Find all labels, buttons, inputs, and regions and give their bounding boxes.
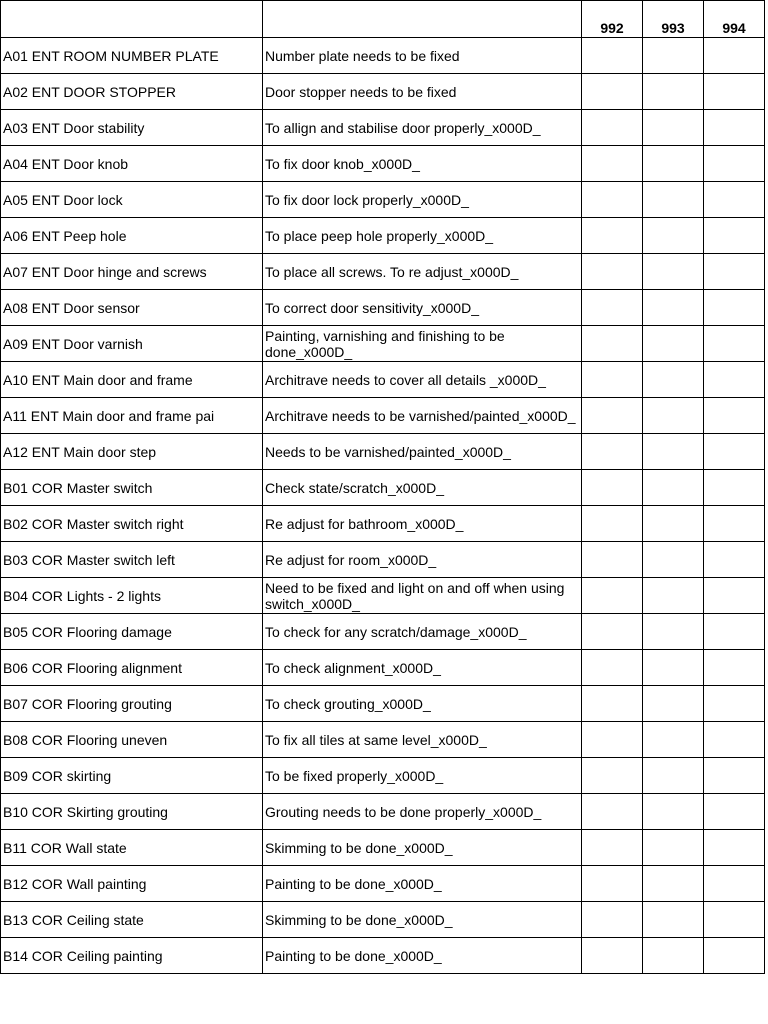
room-check-cell-992[interactable]	[582, 146, 643, 182]
description-cell: To check grouting_x000D_	[263, 686, 582, 722]
header-row	[1, 1, 765, 38]
item-cell: B14 COR Ceiling painting	[1, 938, 263, 974]
room-check-cell-994[interactable]	[704, 542, 765, 578]
room-check-cell-992[interactable]	[582, 74, 643, 110]
description-cell: Painting to be done_x000D_	[263, 938, 582, 974]
room-check-cell-994[interactable]	[704, 182, 765, 218]
table-row	[1, 326, 765, 362]
header-room-993: 993	[643, 1, 704, 38]
description-cell: Painting to be done_x000D_	[263, 866, 582, 902]
room-check-cell-992[interactable]	[582, 686, 643, 722]
table-row	[1, 686, 765, 722]
item-cell: B03 COR Master switch left	[1, 542, 263, 578]
description-cell: To allign and stabilise door properly_x000D_	[263, 110, 582, 146]
room-check-cell-992[interactable]	[582, 506, 643, 542]
table-row	[1, 866, 765, 902]
room-check-cell-993[interactable]	[643, 542, 704, 578]
table-row	[1, 650, 765, 686]
room-check-cell-994[interactable]	[704, 902, 765, 938]
table-row	[1, 398, 765, 434]
room-check-cell-992[interactable]	[582, 938, 643, 974]
room-check-cell-992[interactable]	[582, 434, 643, 470]
item-cell: B09 COR skirting	[1, 758, 263, 794]
room-check-cell-994[interactable]	[704, 74, 765, 110]
room-check-cell-993[interactable]	[643, 758, 704, 794]
room-check-cell-993[interactable]	[643, 74, 704, 110]
description-cell: Need to be fixed and light on and off when using switch_x000D_	[263, 578, 582, 614]
room-check-cell-993[interactable]	[643, 578, 704, 614]
room-check-cell-993[interactable]	[643, 326, 704, 362]
room-check-cell-993[interactable]	[643, 686, 704, 722]
description-cell: Grouting needs to be done properly_x000D_	[263, 794, 582, 830]
item-cell: A04 ENT Door knob	[1, 146, 263, 182]
item-cell: B08 COR Flooring uneven	[1, 722, 263, 758]
room-check-cell-994[interactable]	[704, 650, 765, 686]
header-room-992: 992	[582, 1, 643, 38]
room-check-cell-993[interactable]	[643, 38, 704, 74]
description-cell: Number plate needs to be fixed	[263, 38, 582, 74]
room-check-cell-994[interactable]	[704, 398, 765, 434]
item-cell: B13 COR Ceiling state	[1, 902, 263, 938]
room-check-cell-992[interactable]	[582, 830, 643, 866]
room-check-cell-994[interactable]	[704, 938, 765, 974]
room-check-cell-993[interactable]	[643, 290, 704, 326]
room-check-cell-994[interactable]	[704, 290, 765, 326]
item-cell: B12 COR Wall painting	[1, 866, 263, 902]
table-row	[1, 506, 765, 542]
room-check-cell-994[interactable]	[704, 506, 765, 542]
room-check-cell-992[interactable]	[582, 758, 643, 794]
table-row	[1, 758, 765, 794]
description-cell: Architrave needs to be varnished/painted_x000D_	[263, 398, 582, 434]
room-check-cell-992[interactable]	[582, 578, 643, 614]
table-row	[1, 578, 765, 614]
item-cell: A03 ENT Door stability	[1, 110, 263, 146]
description-cell: To place peep hole properly_x000D_	[263, 218, 582, 254]
room-check-cell-994[interactable]	[704, 722, 765, 758]
description-cell: Skimming to be done_x000D_	[263, 902, 582, 938]
room-check-cell-992[interactable]	[582, 614, 643, 650]
room-check-cell-992[interactable]	[582, 362, 643, 398]
description-cell: To place all screws. To re adjust_x000D_	[263, 254, 582, 290]
description-cell: Painting, varnishing and finishing to be done_x000D_	[263, 326, 582, 362]
item-cell: B07 COR Flooring grouting	[1, 686, 263, 722]
room-check-cell-993[interactable]	[643, 110, 704, 146]
item-cell: A09 ENT Door varnish	[1, 326, 263, 362]
header-item-cell	[1, 1, 263, 38]
room-check-cell-993[interactable]	[643, 506, 704, 542]
room-check-cell-994[interactable]	[704, 434, 765, 470]
room-check-cell-993[interactable]	[643, 830, 704, 866]
room-check-cell-994[interactable]	[704, 758, 765, 794]
item-cell: A10 ENT Main door and frame	[1, 362, 263, 398]
room-check-cell-992[interactable]	[582, 398, 643, 434]
room-check-cell-993[interactable]	[643, 362, 704, 398]
item-cell: B01 COR Master switch	[1, 470, 263, 506]
room-check-cell-994[interactable]	[704, 218, 765, 254]
description-cell: To be fixed properly_x000D_	[263, 758, 582, 794]
description-cell: Skimming to be done_x000D_	[263, 830, 582, 866]
room-check-cell-994[interactable]	[704, 794, 765, 830]
item-cell: A07 ENT Door hinge and screws	[1, 254, 263, 290]
item-cell: B02 COR Master switch right	[1, 506, 263, 542]
room-check-cell-993[interactable]	[643, 722, 704, 758]
room-check-cell-993[interactable]	[643, 182, 704, 218]
room-check-cell-994[interactable]	[704, 866, 765, 902]
table-row	[1, 938, 765, 974]
description-cell: Check state/scratch_x000D_	[263, 470, 582, 506]
table-row	[1, 614, 765, 650]
room-check-cell-992[interactable]	[582, 110, 643, 146]
table-row	[1, 830, 765, 866]
room-check-cell-993[interactable]	[643, 254, 704, 290]
header-room-994: 994	[704, 1, 765, 38]
room-check-cell-993[interactable]	[643, 398, 704, 434]
room-check-cell-993[interactable]	[643, 938, 704, 974]
room-check-cell-993[interactable]	[643, 866, 704, 902]
header-description-cell	[263, 1, 582, 38]
description-cell: To check for any scratch/damage_x000D_	[263, 614, 582, 650]
description-cell: To correct door sensitivity_x000D_	[263, 290, 582, 326]
description-cell: Needs to be varnished/painted_x000D_	[263, 434, 582, 470]
table-row	[1, 542, 765, 578]
item-cell: A06 ENT Peep hole	[1, 218, 263, 254]
table-row	[1, 470, 765, 506]
description-cell: Re adjust for bathroom_x000D_	[263, 506, 582, 542]
description-cell: Re adjust for room_x000D_	[263, 542, 582, 578]
description-cell: To fix door knob_x000D_	[263, 146, 582, 182]
item-cell: A12 ENT Main door step	[1, 434, 263, 470]
room-check-cell-994[interactable]	[704, 614, 765, 650]
room-check-cell-993[interactable]	[643, 470, 704, 506]
room-check-cell-994[interactable]	[704, 470, 765, 506]
item-cell: A01 ENT ROOM NUMBER PLATE	[1, 38, 263, 74]
room-check-cell-993[interactable]	[643, 146, 704, 182]
room-check-cell-992[interactable]	[582, 866, 643, 902]
room-check-cell-992[interactable]	[582, 254, 643, 290]
table-row	[1, 794, 765, 830]
item-cell: A11 ENT Main door and frame pai	[1, 398, 263, 434]
room-check-cell-992[interactable]	[582, 218, 643, 254]
room-check-cell-993[interactable]	[643, 434, 704, 470]
table-row	[1, 902, 765, 938]
room-check-cell-992[interactable]	[582, 722, 643, 758]
description-cell: To fix all tiles at same level_x000D_	[263, 722, 582, 758]
table-row	[1, 362, 765, 398]
item-cell: A08 ENT Door sensor	[1, 290, 263, 326]
room-check-cell-992[interactable]	[582, 542, 643, 578]
room-check-cell-992[interactable]	[582, 650, 643, 686]
table-row	[1, 218, 765, 254]
room-check-cell-992[interactable]	[582, 326, 643, 362]
room-check-cell-993[interactable]	[643, 218, 704, 254]
table-row	[1, 290, 765, 326]
room-check-cell-992[interactable]	[582, 470, 643, 506]
room-check-cell-994[interactable]	[704, 38, 765, 74]
room-check-cell-994[interactable]	[704, 254, 765, 290]
item-cell: A02 ENT DOOR STOPPER	[1, 74, 263, 110]
table-row	[1, 74, 765, 110]
table-row	[1, 110, 765, 146]
table-row	[1, 434, 765, 470]
room-check-cell-992[interactable]	[582, 902, 643, 938]
room-check-cell-994[interactable]	[704, 686, 765, 722]
room-check-cell-994[interactable]	[704, 326, 765, 362]
item-cell: B11 COR Wall state	[1, 830, 263, 866]
table-row	[1, 722, 765, 758]
description-cell: Door stopper needs to be fixed	[263, 74, 582, 110]
table-row	[1, 146, 765, 182]
table-row	[1, 254, 765, 290]
description-cell: To check alignment_x000D_	[263, 650, 582, 686]
room-check-cell-994[interactable]	[704, 362, 765, 398]
item-cell: B05 COR Flooring damage	[1, 614, 263, 650]
room-check-cell-992[interactable]	[582, 290, 643, 326]
room-check-cell-992[interactable]	[582, 794, 643, 830]
room-check-cell-993[interactable]	[643, 650, 704, 686]
table-row	[1, 38, 765, 74]
room-check-cell-994[interactable]	[704, 830, 765, 866]
room-check-cell-994[interactable]	[704, 578, 765, 614]
room-check-cell-992[interactable]	[582, 182, 643, 218]
description-cell: Architrave needs to cover all details _x000D_	[263, 362, 582, 398]
room-check-cell-993[interactable]	[643, 794, 704, 830]
room-check-cell-992[interactable]	[582, 38, 643, 74]
item-cell: B10 COR Skirting grouting	[1, 794, 263, 830]
item-cell: B06 COR Flooring alignment	[1, 650, 263, 686]
item-cell: A05 ENT Door lock	[1, 182, 263, 218]
room-check-cell-993[interactable]	[643, 614, 704, 650]
description-cell: To fix door lock properly_x000D_	[263, 182, 582, 218]
room-check-cell-994[interactable]	[704, 146, 765, 182]
room-check-cell-993[interactable]	[643, 902, 704, 938]
item-cell: B04 COR Lights - 2 lights	[1, 578, 263, 614]
table-row	[1, 182, 765, 218]
room-check-cell-994[interactable]	[704, 110, 765, 146]
